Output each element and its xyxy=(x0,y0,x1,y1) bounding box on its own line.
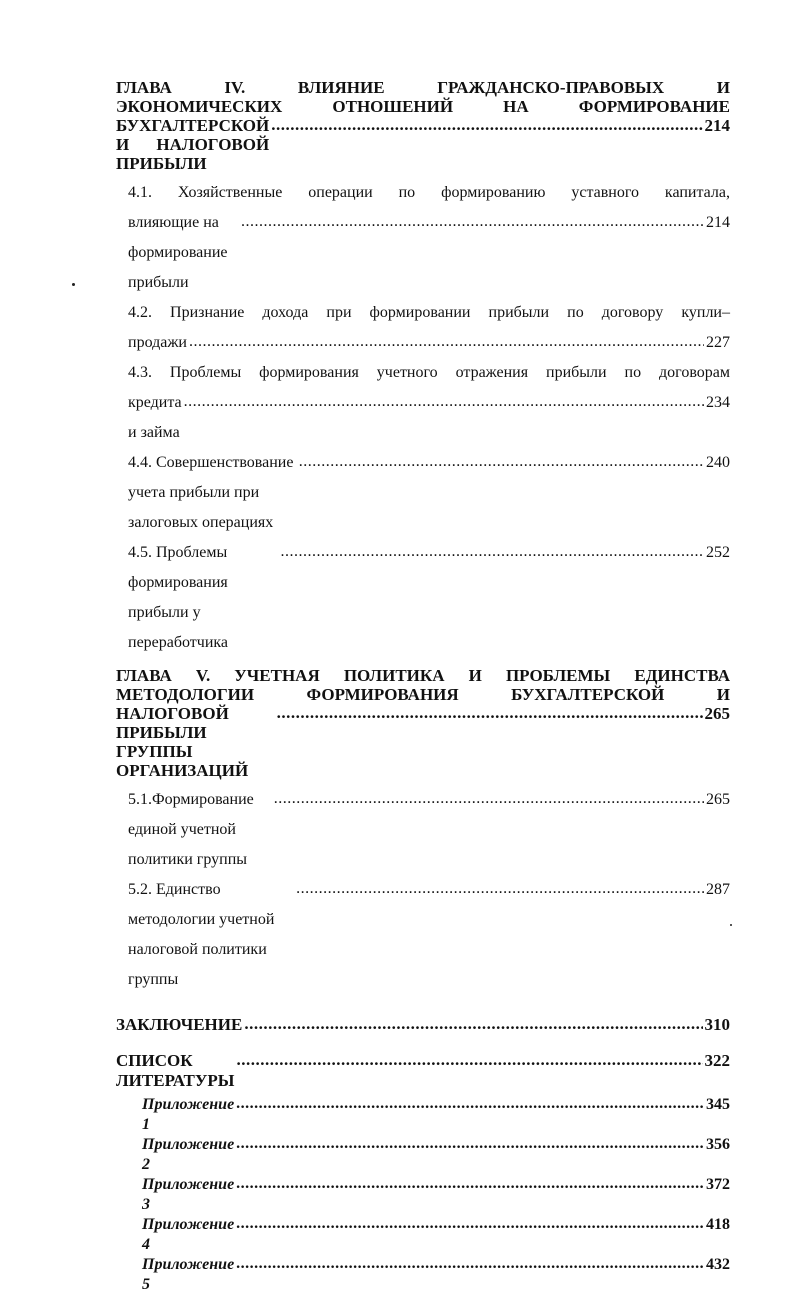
appendix-entry xyxy=(142,1215,730,1255)
entry-4-2-line-1: 4.2. Признание дохода при формировании прибыли по договору купли– xyxy=(128,304,730,321)
dot-leader xyxy=(274,784,704,814)
bibliography-page-number: 322 xyxy=(704,1051,730,1070)
chapter-5-page-number: 265 xyxy=(704,704,730,723)
entry-4-1-page-number: 214 xyxy=(706,214,730,231)
table-of-contents xyxy=(116,78,730,1295)
entry-4-4-page-number: 240 xyxy=(706,454,730,471)
scan-speck xyxy=(72,283,75,286)
dot-leader xyxy=(189,327,704,357)
dot-leader xyxy=(236,1174,704,1194)
entry-4-2-text: продажи xyxy=(128,334,187,351)
conclusion-page-number: 310 xyxy=(704,1015,730,1034)
entry-5-2-page-number: 287 xyxy=(706,881,730,898)
appendix-label: Приложение 3 xyxy=(142,1176,235,1213)
appendix-label: Приложение 1 xyxy=(142,1096,235,1133)
entry-4-3-line-1: 4.3. Проблемы формирования учетного отражения прибыли по договорам xyxy=(128,364,730,381)
entry-4-2-line-2 xyxy=(128,328,730,358)
bibliography-entry xyxy=(116,1051,730,1091)
bibliography-label: СПИСОК ЛИТЕРАТУРЫ xyxy=(116,1051,235,1090)
appendix-page-number: 372 xyxy=(706,1176,730,1193)
dot-leader xyxy=(236,1050,702,1070)
entry-4-1-line-2 xyxy=(128,208,730,298)
chapter-5-heading xyxy=(116,666,730,780)
dot-leader xyxy=(271,115,702,134)
appendix-page-number: 356 xyxy=(706,1136,730,1153)
entry-5-2-line-1 xyxy=(128,875,730,995)
entry-4-3-line-2 xyxy=(128,388,730,448)
dot-leader xyxy=(184,387,704,417)
dot-leader xyxy=(236,1134,704,1154)
dot-leader xyxy=(236,1094,704,1114)
entry-4-4-text: 4.4. Совершенствование учета прибыли при залоговых операциях xyxy=(128,454,294,531)
entry-4-5-text: 4.5. Проблемы формирования прибыли у переработчика xyxy=(128,544,229,651)
entry-4-2-page-number: 227 xyxy=(706,334,730,351)
chapter-5-title-text: НАЛОГОВОЙ ПРИБЫЛИ ГРУППЫ ОРГАНИЗАЦИЙ xyxy=(116,704,249,780)
dot-leader xyxy=(299,447,704,477)
dot-leader xyxy=(236,1254,704,1274)
chapter-4-title-line-1: ГЛАВА IV. ВЛИЯНИЕ ГРАЖДАНСКО-ПРАВОВЫХ И xyxy=(116,78,730,97)
chapter-4-title-line-2: ЭКОНОМИЧЕСКИХ ОТНОШЕНИЙ НА ФОРМИРОВАНИЕ xyxy=(116,97,730,116)
toc-entry-5-2 xyxy=(128,875,730,995)
entry-5-1-line-1 xyxy=(128,785,730,875)
chapter-4-title-text: БУХГАЛТЕРСКОЙ И НАЛОГОВОЙ ПРИБЫЛИ xyxy=(116,116,270,173)
scan-speck xyxy=(730,924,732,926)
appendix-label: Приложение 5 xyxy=(142,1256,235,1293)
entry-4-1-line-1: 4.1. Хозяйственные операции по формированию уставного капитала, xyxy=(128,184,730,201)
toc-entry-4-2 xyxy=(128,298,730,358)
dot-leader xyxy=(236,1214,704,1234)
appendix-page-number: 432 xyxy=(706,1256,730,1273)
chapter-5-title-line-3 xyxy=(116,704,730,780)
appendix-page-number: 345 xyxy=(706,1096,730,1113)
dot-leader xyxy=(280,537,704,567)
appendix-list xyxy=(116,1095,730,1295)
entry-4-1-text: влияющие на формирование прибыли xyxy=(128,214,228,291)
toc-entry-4-5 xyxy=(128,538,730,658)
entry-4-5-line-1 xyxy=(128,538,730,658)
dot-leader xyxy=(244,1014,702,1034)
entry-4-4-line-1 xyxy=(128,448,730,538)
entry-5-2-text: 5.2. Единство методологии учетной налоговой политики группы xyxy=(128,881,275,988)
conclusion-entry xyxy=(116,1015,730,1035)
entry-4-3-page-number: 234 xyxy=(706,394,730,411)
chapter-4-title-line-3 xyxy=(116,116,730,173)
entry-5-1-text: 5.1.Формирование единой учетной политики группы xyxy=(128,791,254,868)
chapter-4-heading xyxy=(116,78,730,173)
entry-5-1-page-number: 265 xyxy=(706,791,730,808)
dot-leader xyxy=(277,703,703,722)
dot-leader xyxy=(296,874,704,904)
toc-entry-4-1 xyxy=(128,178,730,298)
chapter-5-title-line-2: МЕТОДОЛОГИИ ФОРМИРОВАНИЯ БУХГАЛТЕРСКОЙ И xyxy=(116,685,730,704)
toc-entry-4-4 xyxy=(128,448,730,538)
appendix-entry xyxy=(142,1135,730,1175)
entry-4-5-page-number: 252 xyxy=(706,544,730,561)
toc-entry-4-3 xyxy=(128,358,730,448)
conclusion-label: ЗАКЛЮЧЕНИЕ xyxy=(116,1015,243,1034)
appendix-label: Приложение 2 xyxy=(142,1136,235,1173)
chapter-5-title-line-1: ГЛАВА V. УЧЕТНАЯ ПОЛИТИКА И ПРОБЛЕМЫ ЕДИНСТВА xyxy=(116,666,730,685)
chapter-4-page-number: 214 xyxy=(704,116,730,135)
entry-4-3-text: кредита и займа xyxy=(128,394,182,441)
appendix-entry xyxy=(142,1095,730,1135)
appendix-label: Приложение 4 xyxy=(142,1216,235,1253)
appendix-entry xyxy=(142,1175,730,1215)
dot-leader xyxy=(241,207,704,237)
appendix-entry xyxy=(142,1255,730,1295)
appendix-page-number: 418 xyxy=(706,1216,730,1233)
toc-entry-5-1 xyxy=(128,785,730,875)
